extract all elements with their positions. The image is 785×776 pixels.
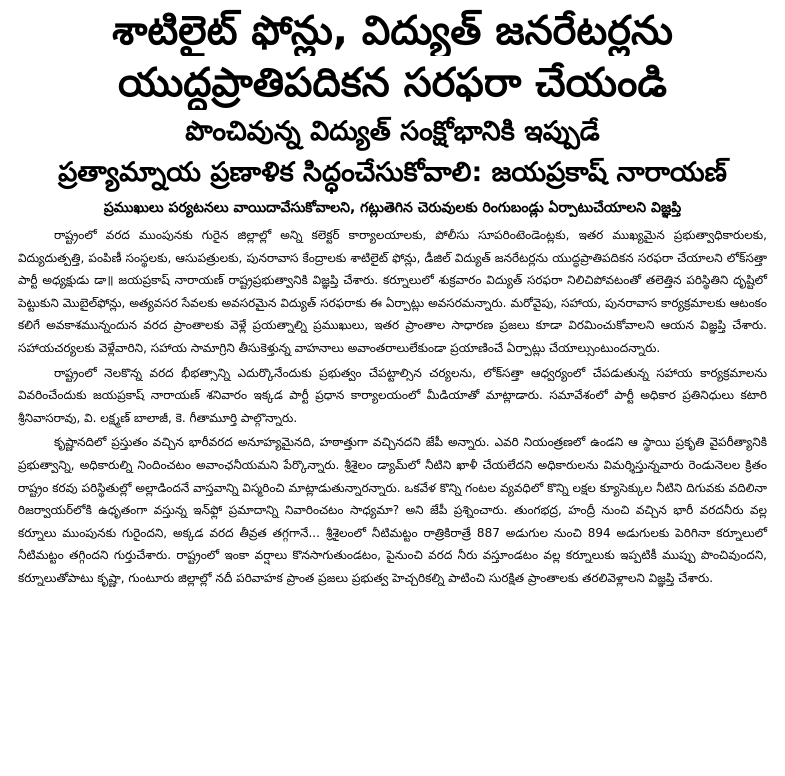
paragraph-1: రాష్ట్రంలో వరద ముంపునకు గురైన జిల్లాల్లో అన్ని కలెక్టర్ కార్యాలయాలకు, పోలీసు సూపరింటెండెంట్లకు, ఇతర ముఖ్యమైన ప్రభుత్వాధికారులకు, విద్యుదుత్పత్తి, పంపిణీ సంస్థలకు, ఆసుపత్రులకు, పునరావాస కేంద్రాలకు శాటిలైట్ ఫోన్లు, డీజిల్ విద్యుత్ జనరేటర్లను యుద్ధప్రాతిపదికన సరఫరా చేయాలని లోక్‌సత్తా పార్టీ అధ్యక్షుడు డా॥ జయప్రకాష్ నారాయణ్ రాష్ట్రప్రభుత్వానికి విజ్ఞప్తి చేశారు. కర్నూలులో శుక్రవారం విద్యుత్ సరఫరా నిలిచిపోవటంతో తలెత్తిన పరిస్థితిని దృష్టిలో పెట్టుకుని మొబైల్‌ఫోన్లు, అత్యవసర సేవలకు అవసరమైన విద్యుత్ సరఫరాకు ఈ ఏర్పాట్లు అవసరమన్నారు. మరోవైపు, సహాయ, పునరావాస కార్యక్రమాలకు ఆటంకం కలిగే అవకాశమున్నందున వరద ప్రాంతాలకు వెళ్లే ప్రయత్నాల్ని ప్రముఖులు, ఇతర ప్రాంతాల సాధారణ ప్రజలు కూడా విరమించుకోవాలని ఆయన విజ్ఞప్తి చేశారు. సహాయచర్యలకు వెళ్లేవారిని, సహాయ సామాగ్రిని తీసుకెళ్తున్న వాహనాలు అవాంతరాలులేకుండా ప్రయాణించే ఏర్పాట్లు చేయాల్సుంటుందన్నారు.	[18, 228, 767, 355]
article-body	[18, 224, 767, 590]
headline-line-4: ప్రత్యామ్నాయ ప్రణాళిక సిద్ధంచేసుకోవాలి: జయప్రకాష్ నారాయణ్	[58, 157, 727, 188]
headline-line-1: శాటిలైట్ ఫోన్లు, విద్యుత్ జనరేటర్లను	[112, 8, 673, 54]
paragraph-3: కృష్ణానదిలో ప్రస్తుతం వచ్చిన భారీవరద అనూహ్యమైనది, హఠాత్తుగా వచ్చినదని జేపీ అన్నారు. ఎవరి నియంత్రణలో ఉండని ఆ స్థాయి ప్రకృతి వైపరీత్యానికి ప్రభుత్వాన్ని, అధికారుల్ని నిందించటం అవాంఛనీయమని పేర్కొన్నారు. శ్రీశైలం డ్యామ్‌లో నీటిని ఖాళీ చేయలేదని అధికారులను విమర్శిస్తున్నవారు రెండునెలల క్రితం రాష్ట్రం కరవు పరిస్థితుల్లో అల్లాడిందనే వాస్తవాన్ని విస్మరించి మాట్లాడుతున్నారన్నారు. ఒకవేళ కొన్ని గంటల వ్యవధిలో కొన్ని లక్షల క్యూసెక్కుల నీటిని దిగువకు వదిలినా రిజర్వాయర్‌లోకి ఉధృతంగా వస్తున్న ఇన్‌ఫ్లో ప్రమాదాన్ని నివారించటం సాధ్యమా? అని జేపీ ప్రశ్నించారు. తుంగభద్ర, హంద్రీ నుంచి వచ్చిన భారీ వరదనీరు వల్ల కర్నూలు ముంపునకు గురైందని, అక్కడ వరద తీవ్రత తగ్గగానే... శ్రీశైలంలో నీటిమట్టం రాత్రికిరాత్రే 887 అడుగుల నుంచి 894 అడుగులకు పెరిగినా కర్నూలులో నీటిమట్టం తగ్గిందని గుర్తుచేశారు. రాష్ట్రంలో ఇంకా వర్షాలు కొనసాగుతుండటం, పైనుంచి వరద నీరు వస్తూండటం వల్ల కర్నూలుకు ఇప్పటికీ ముప్పు పొంచివుందని, కర్నూలుతోపాటు కృష్ణా, గుంటూరు జిల్లాల్లో నదీ పరివాహక ప్రాంత ప్రజలు ప్రభుత్వ హెచ్చరికల్ని పాటించి సురక్షిత ప్రాంతాలకు తరలివెళ్లాలని విజ్ఞప్తి చేశారు.	[18, 435, 767, 585]
subheadline: ప్రముఖులు పర్యటనలు వాయిదావేసుకోవాలని, గట్లుతెగిన చెరువులకు రింగుబండ్లు ఏర్పాటుచేయాలని విజ్ఞప్తి	[103, 200, 682, 216]
headline-line-2: యుద్ధప్రాతిపదికన సరఫరా చేయండి	[118, 60, 667, 106]
article	[0, 6, 785, 776]
headline-line-3: పొంచివున్న విద్యుత్ సంక్షోభానికి ఇప్పుడే	[185, 116, 600, 147]
paragraph-2: రాష్ట్రంలో నెలకొన్న వరద భీభత్సాన్ని ఎదుర్కొనేందుకు ప్రభుత్వం చేపట్టాల్సిన చర్యలను, లోక్‌సత్తా ఆధ్వర్యంలో చేపడుతున్న సహాయ కార్యక్రమాలను వివరించేందుకు జయప్రకాష్ నారాయణ్ శనివారం ఇక్కడ పార్టీ ప్రధాన కార్యాలయంలో మీడియాతో మాట్లాడారు. సమావేశంలో పార్టీ అధికార ప్రతినిధులు కటారి శ్రీనివాసరావు, వి. లక్ష్మణ్ బాలాజీ, కె. గీతామూర్తి పాల్గొన్నారు.	[18, 365, 767, 425]
